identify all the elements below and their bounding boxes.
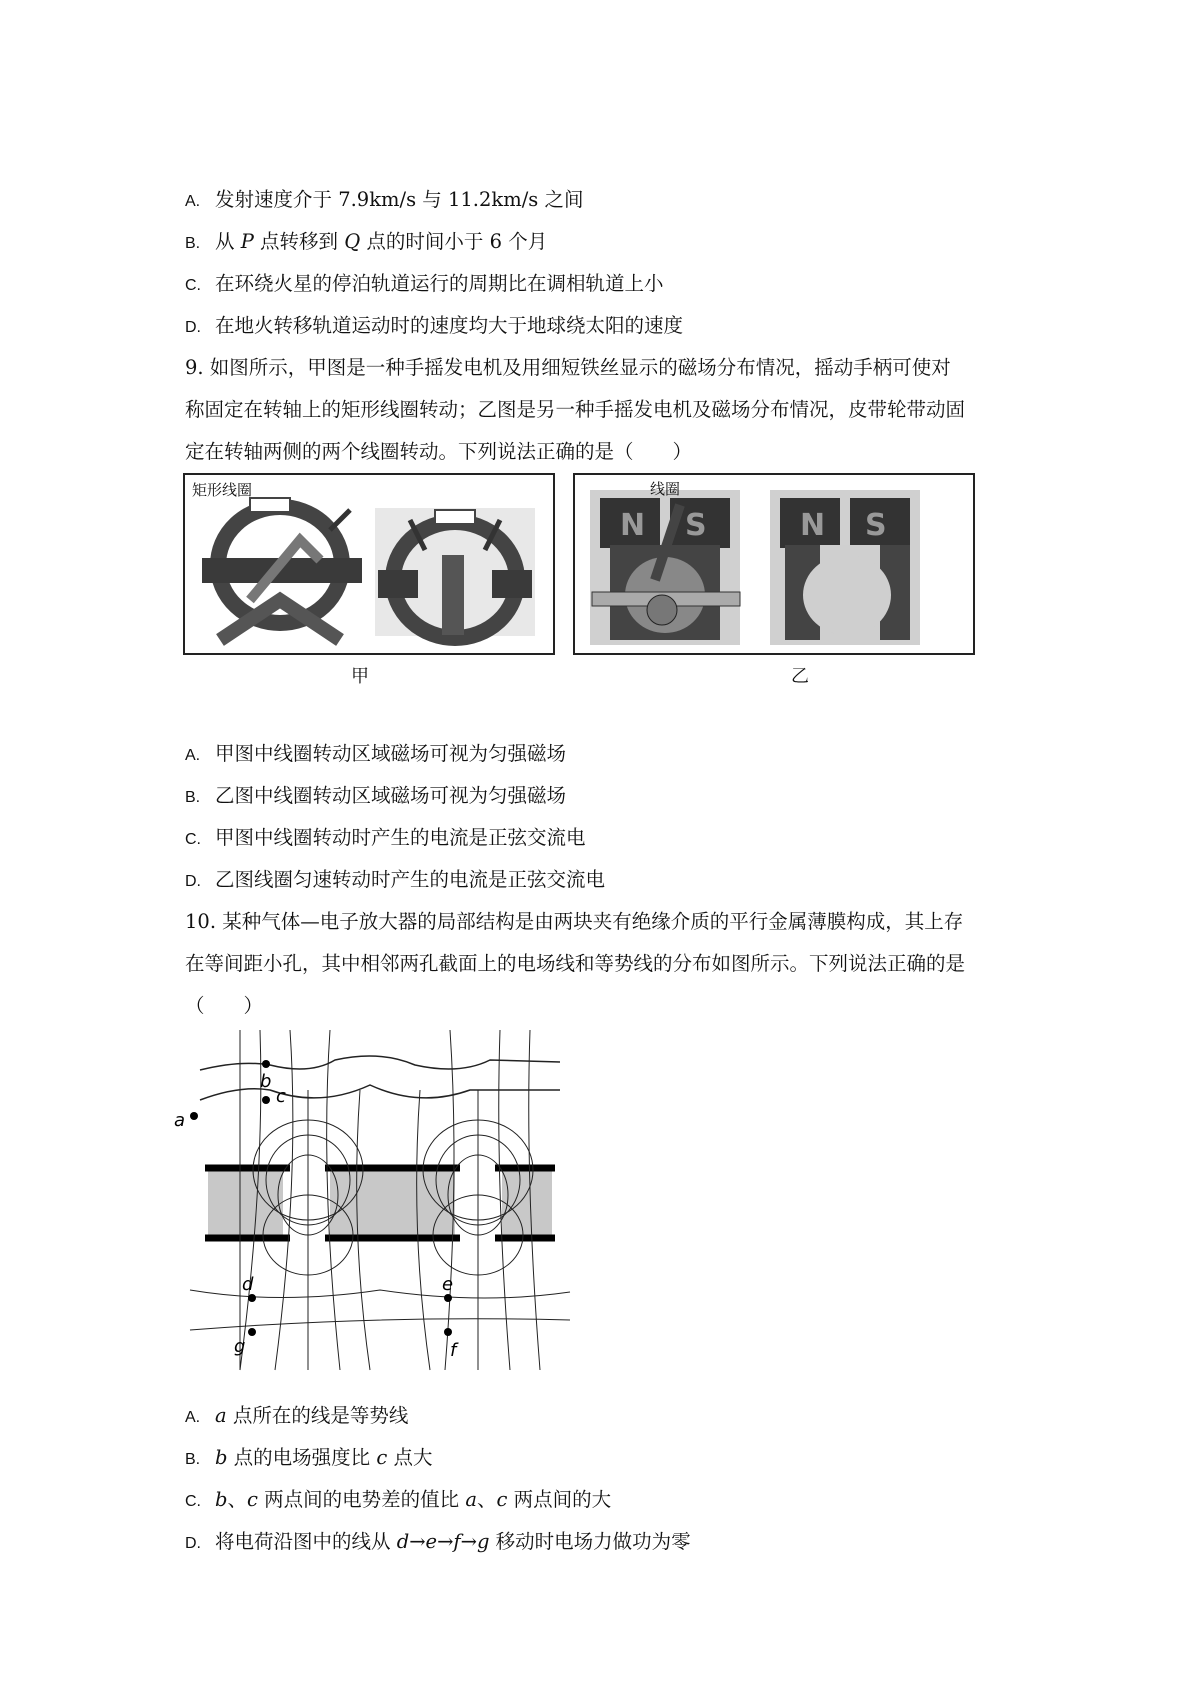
point-b-label: b bbox=[260, 1071, 272, 1092]
q10-option-a: A. a 点所在的线是等势线 bbox=[185, 1404, 409, 1427]
generator-jia-right bbox=[375, 508, 535, 638]
q9-stem-line-3: 定在转轴两侧的两个线圈转动。下列说法正确的是（ ） bbox=[185, 440, 693, 463]
q9-option-b: B. 乙图中线圈转动区域磁场可视为匀强磁场 bbox=[185, 784, 567, 807]
generator-yi-left bbox=[590, 490, 740, 645]
point-g-marker bbox=[248, 1328, 256, 1336]
q10-stem-line-3: （ ） bbox=[185, 994, 264, 1017]
point-f-label: f bbox=[450, 1340, 457, 1361]
q8-option-b: B. 从 P 点转移到 Q 点的时间小于 6 个月 bbox=[185, 230, 548, 253]
yi-magnet-s-2: S bbox=[865, 508, 887, 543]
q10-option-d: D. 将电荷沿图中的线从 d→e→f→g 移动时电场力做功为零 bbox=[185, 1530, 691, 1553]
point-c-marker bbox=[262, 1096, 270, 1104]
q9-figure bbox=[180, 470, 980, 690]
point-e-label: e bbox=[442, 1274, 454, 1295]
q10-option-c: C. b、c 两点间的电势差的值比 a、c 两点间的大 bbox=[185, 1488, 612, 1511]
yi-magnet-n-1: N bbox=[620, 508, 646, 543]
point-d-label: d bbox=[242, 1274, 254, 1295]
q10-stem-line-2: 在等间距小孔，其中相邻两孔截面上的电场线和等势线的分布如图所示。下列说法正确的是 bbox=[185, 952, 966, 975]
q10-figure bbox=[174, 1030, 580, 1380]
point-b-marker bbox=[262, 1060, 270, 1068]
yi-magnet-s-1: S bbox=[685, 508, 707, 543]
q9-option-d: D. 乙图线圈匀速转动时产生的电流是正弦交流电 bbox=[185, 868, 606, 891]
caption-yi: 乙 bbox=[791, 666, 809, 687]
q8-option-d: D. 在地火转移轨道运动时的速度均大于地球绕太阳的速度 bbox=[185, 314, 684, 337]
point-a-marker bbox=[190, 1112, 198, 1120]
q9-stem-line-2: 称固定在转轴上的矩形线圈转动；乙图是另一种手摇发电机及磁场分布情况，皮带轮带动固 bbox=[185, 398, 966, 421]
q10-stem-line-1: 10. 某种气体—电子放大器的局部结构是由两块夹有绝缘介质的平行金属薄膜构成，其上存 bbox=[185, 910, 964, 933]
point-f-marker bbox=[444, 1328, 452, 1336]
caption-jia: 甲 bbox=[351, 666, 369, 687]
q9-stem-line-1: 9. 如图所示，甲图是一种手摇发电机及用细短铁丝显示的磁场分布情况，摇动手柄可使对 bbox=[185, 356, 951, 379]
point-d-marker bbox=[248, 1294, 256, 1302]
point-g-label: g bbox=[234, 1336, 246, 1357]
point-c-label: c bbox=[276, 1086, 286, 1107]
q10-option-b: B. b 点的电场强度比 c 点大 bbox=[185, 1446, 433, 1469]
rect-coil-label: 矩形线圈 bbox=[192, 481, 253, 499]
q8-option-a: A. 发射速度介于 7.9km/s 与 11.2km/s 之间 bbox=[185, 188, 584, 211]
coil-label: 线圈 bbox=[650, 480, 681, 498]
generator-yi-right bbox=[770, 490, 920, 645]
point-a-label: a bbox=[174, 1110, 186, 1131]
q9-option-c: C. 甲图中线圈转动时产生的电流是正弦交流电 bbox=[185, 826, 586, 849]
q9-option-a: A. 甲图中线圈转动区域磁场可视为匀强磁场 bbox=[185, 742, 567, 765]
q8-option-c: C. 在环绕火星的停泊轨道运行的周期比在调相轨道上小 bbox=[185, 272, 664, 295]
yi-magnet-n-2: N bbox=[800, 508, 826, 543]
point-e-marker bbox=[444, 1294, 452, 1302]
